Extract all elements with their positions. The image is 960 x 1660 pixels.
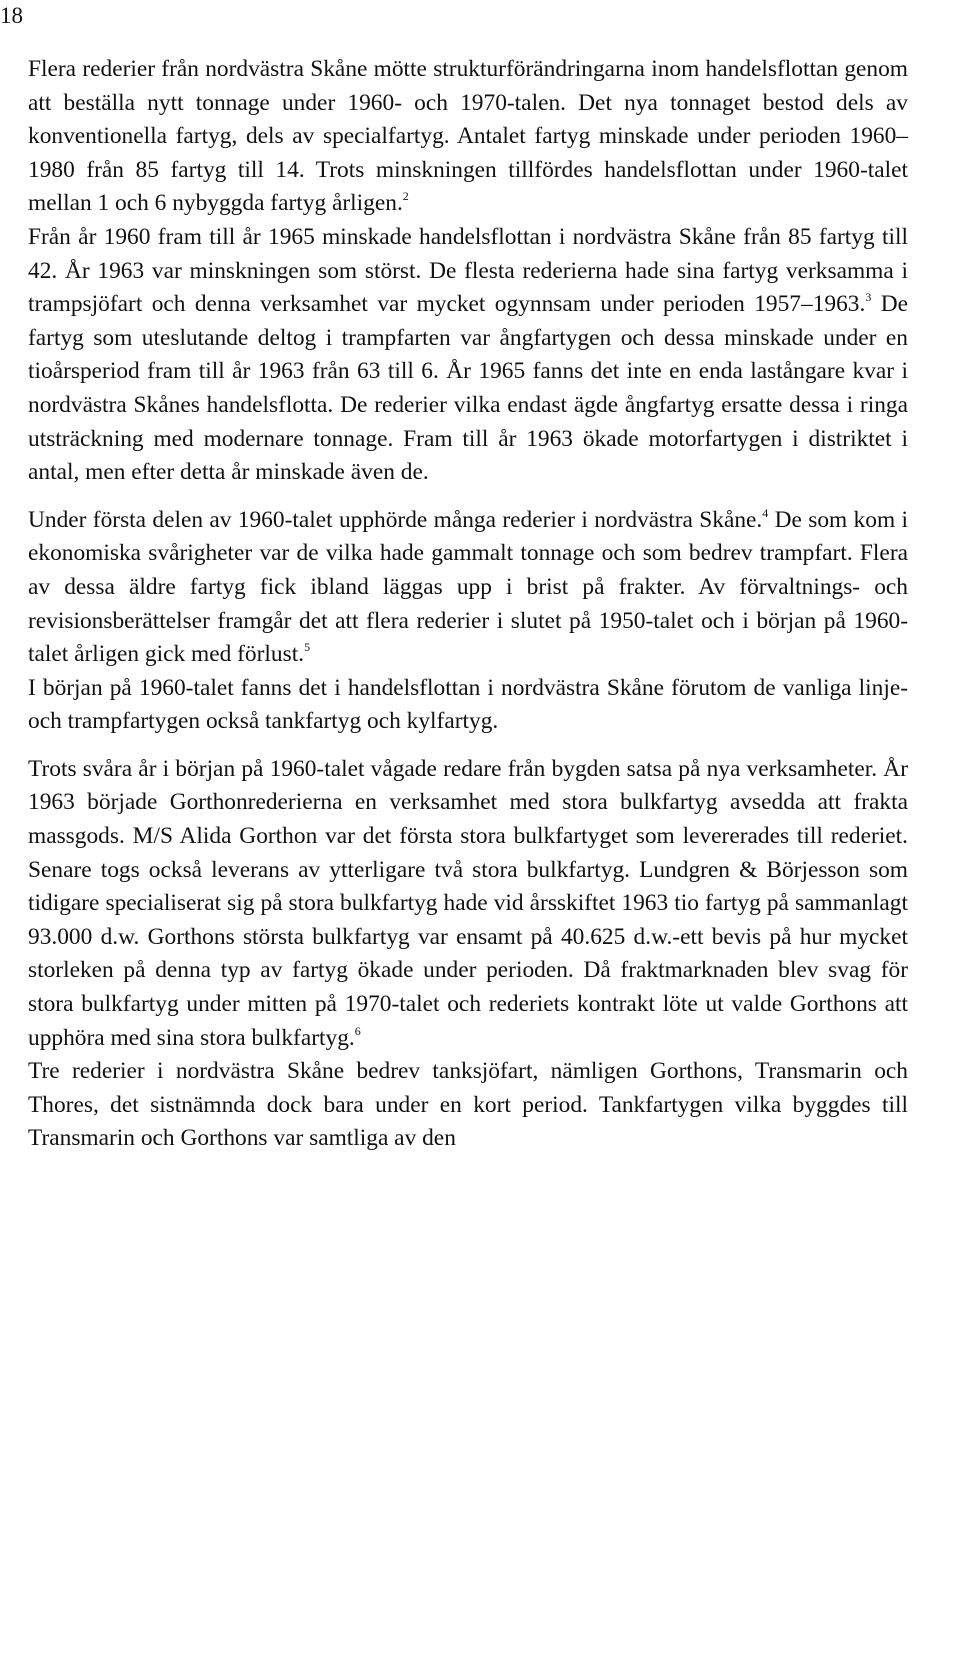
paragraph-2-text-a: Från år 1960 fram till år 1965 minskade handelsflottan i nordvästra Skåne från 85 fartyg till 42. År 1963 var minskningen som störst. De flesta rederierna hade sina fartyg verksamma i trampsjöfart och denna verksamhet var mycket ogynnsam under perioden 1957–1963. (28, 223, 908, 318)
paragraph-3 (28, 504, 908, 672)
footnote-ref-6: 6 (354, 1023, 361, 1038)
paragraph-6-text: Tre rederier i nordvästra Skåne bedrev tanksjöfart, nämligen Gorthons, Transmarin och Thores, det sistnämnda dock bara under en kort period. Tankfartygen vilka byggdes till Transmarin och Gorthons var samtliga av den (28, 1058, 908, 1152)
paragraph-2 (28, 221, 908, 490)
paragraph-3-text-a: Under första delen av 1960-talet upphörde många rederier i nordvästra Skåne. (28, 506, 763, 533)
paragraph-5 (28, 753, 908, 1055)
paragraph-4 (28, 672, 908, 739)
paragraph-4-text: I början på 1960-talet fanns det i handelsflottan i nordvästra Skåne förutom de vanliga linje- och trampfartygen också tankfartyg och kylfartyg. (28, 674, 908, 735)
footnote-ref-3: 3 (865, 290, 872, 305)
paragraph-1-text: Flera rederier från nordvästra Skåne mötte strukturförändringarna inom handelsflottan genom att beställa nytt tonnage under 1960- och 1970-talen. Det nya tonnaget bestod dels av konventionella fartyg, dels av specialfartyg. Antalet fartyg minskade under perioden 1960–1980 från 85 fartyg till 14. Trots minskningen tillfördes handelsflottan under 1960-talet mellan 1 och 6 nybyggda fartyg årligen. (28, 56, 908, 217)
paragraph-2-text-b: De fartyg som uteslutande deltog i trampfarten var ångfartygen och dessa minskade under en tioårsperiod fram till år 1963 från 63 till 6. År 1965 fanns det inte en enda lastångare kvar i nordvästra Skånes handelsflotta. De rederier vilka endast ägde ångfartyg ersatte dessa i ringa utsträckning med modernare tonnage. Fram till år 1963 ökade motorfartygen i distriktet i antal, men efter detta år minskade även de. (28, 291, 908, 486)
footnote-ref-4: 4 (762, 505, 769, 520)
paragraph-3-text-b: De som kom i ekonomiska svårigheter var de vilka hade gammalt tonnage och som bedrev trampfart. Flera av dessa äldre fartyg fick ibland läggas upp i brist på frakter. Av förvaltnings- och revisionsberättelser framgår det att flera rederier i slutet på 1950-talet och i början på 1960-talet årligen gick med förlust. (28, 506, 908, 668)
paragraph-5-text: Trots svåra år i början på 1960-talet vågade redare från bygden satsa på nya verksamheter. År 1963 började Gorthonrederierna en verksamhet med stora bulkfartyg avsedda att frakta massgods. M/S Alida Gorthon var det första stora bulkfartyget som levererades till rederiet. Senare togs också leverans av ytterligare två stora bulkfartyg. Lundgren & Börjesson som tidigare specialiserat sig på stora bulkfartyg hade vid årsskiftet 1963 tio fartyg på sammanlagt 93.000 d.w. Gorthons största bulkfartyg var ensamt på 40.625 d.w.-ett bevis på hur mycket storleken på denna typ av fartyg ökade under perioden. Då fraktmarknaden blev svag för stora bulkfartyg under mitten på 1970-talet och rederiets kontrakt löte ut valde Gorthons att upphöra med sina stora bulkfartyg. (28, 755, 908, 1051)
paragraph-1 (28, 53, 908, 221)
body-text (28, 53, 908, 1156)
page-number: 18 (0, 3, 23, 28)
paragraph-6 (28, 1055, 908, 1156)
footnote-ref-5: 5 (304, 640, 311, 655)
footnote-ref-2: 2 (402, 189, 409, 204)
